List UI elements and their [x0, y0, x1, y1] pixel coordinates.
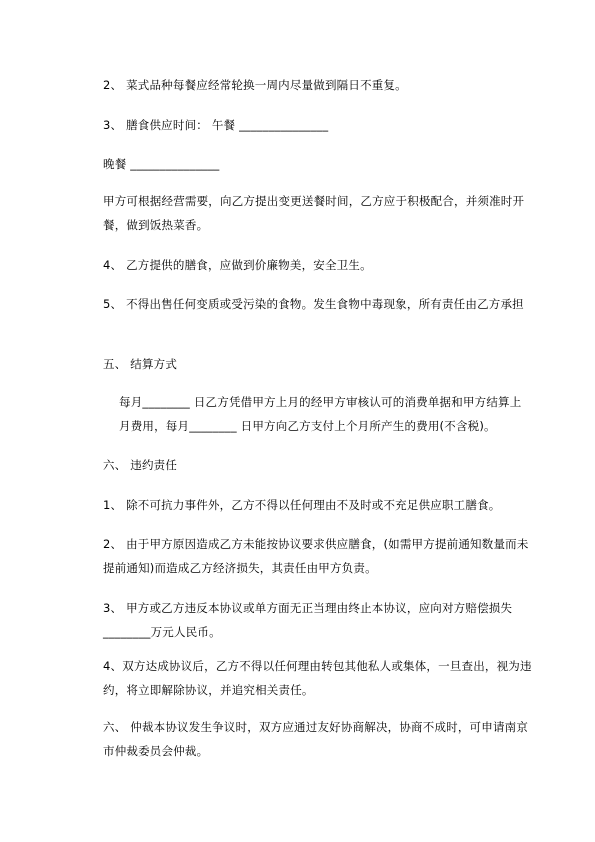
delivery-time-change-paragraph: 甲方可根据经营需要，向乙方提出变更送餐时间，乙方应于积极配合，并须准时开餐，做到饭热菜香。	[103, 194, 525, 232]
settlement-paragraph: 每月________ 日乙方凭借甲方上月的经甲方审核认可的消费单据和甲方结算上月费用，每月________ 日甲方向乙方支付上个月所产生的费用(不含税)。	[119, 395, 522, 433]
dinner-time-line: 晚餐 _______________	[103, 157, 220, 171]
clause-2-menu-rotation: 2、 菜式品种每餐应经常轮换一周内尽量做到隔日不重复。	[103, 78, 407, 92]
clause-3-meal-time-lunch: 3、 膳食供应时间： 午餐 _______________	[103, 118, 329, 132]
breach-clause-3: 3、 甲方或乙方违反本协议或单方面无正当理由终止本协议，应向对方赔偿损失________万元人民币。	[103, 601, 513, 639]
clause-4-food-quality: 4、 乙方提供的膳食，应做到价廉物美，安全卫生。	[103, 258, 372, 272]
section-6-breach-heading: 六、 违约责任	[103, 458, 178, 472]
clause-5-food-safety: 5、 不得出售任何变质或受污染的食物。发生食物中毒现象，所有责任由乙方承担	[103, 297, 524, 311]
arbitration-clause: 六、 仲裁本协议发生争议时，双方应通过友好协商解决，协商不成时，可申请南京市仲裁委员会仲裁。	[103, 720, 529, 758]
breach-clause-4: 4、双方达成协议后，乙方不得以任何理由转包其他私人或集体，一旦查出，视为违约，将立即解除协议，并追究相关责任。	[103, 659, 532, 697]
breach-clause-2: 2、 由于甲方原因造成乙方未能按协议要求供应膳食，(如需甲方提前通知数量而未提前通知)而造成乙方经济损失，其责任由甲方负责。	[103, 537, 529, 575]
section-5-settlement-heading: 五、 结算方式	[103, 357, 178, 371]
breach-clause-1: 1、 除不可抗力事件外，乙方不得以任何理由不及时或不充足供应职工膳食。	[103, 498, 501, 512]
